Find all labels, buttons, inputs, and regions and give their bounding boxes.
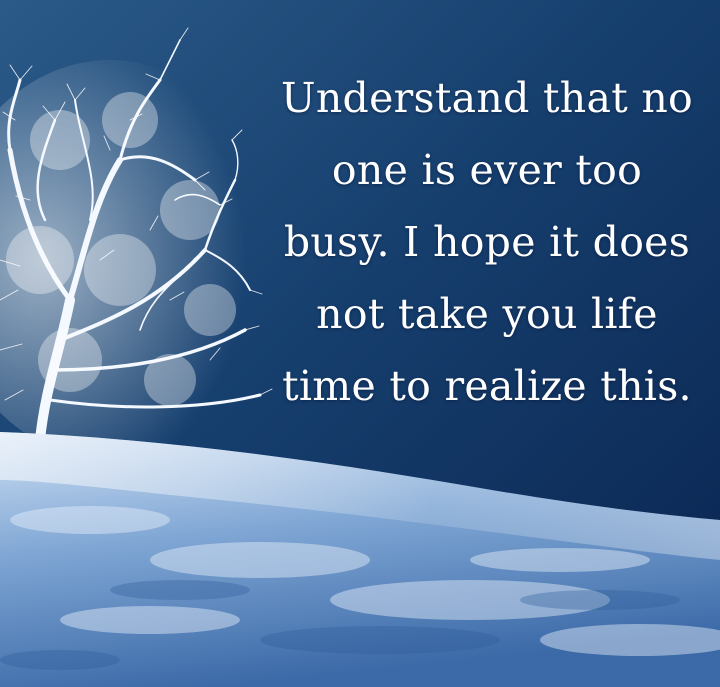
quote-line-1: Understand that no: [280, 74, 694, 122]
quote-line-3: busy. I hope it does: [283, 218, 691, 266]
quote-line-5: time to realize this.: [282, 362, 692, 410]
quote-text: [262, 62, 712, 422]
quote-line-2: one is ever too: [331, 146, 643, 194]
quote-line-4: not take you life: [316, 290, 658, 338]
